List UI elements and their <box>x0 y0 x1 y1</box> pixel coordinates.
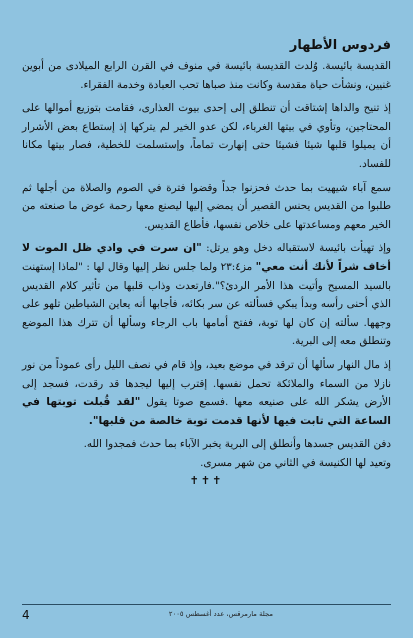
paragraph-4 <box>22 239 391 351</box>
paragraph-4-rest: مز٢٣:٤ ولما جلس نظر إليها وقال لها : "لماذا إستهنت بالسيد المسيح وأتيت هذا الأمر الردئ؟".فارتعدت وذاب قلبها من تأثير كلام القديس الذي أحنى رأسه وبدأ يبكي فسألته عن سر بكائه، فأجابها أنه يعاين الشياطين تلهو على وجهها. سألته إن كان لها توبة، ففتح أمامها باب الرجاء وسألها أن تترك هذا الموضع وتنطلق معه إلى البرية. <box>22 260 391 348</box>
paragraph-5 <box>22 356 391 430</box>
paragraph-3: سمع آباء شيهيت بما حدث فحزنوا جداً وقضوا فترة في الصوم والصلاة من أجلها ثم طلبوا من القديس يحنس القصير أن يمضي إليها ليصنع معها رحمة عوض ما صنعته من الخير معهم ومساعدتها على خلاص نفسها، فأطاع القديس. <box>22 181 391 231</box>
heavenly-voice-quote: "لقد قُبلت توبتها في الساعة التي تابت فيها لأنها قدمت توبة خالصة من قلبها". <box>22 395 391 427</box>
paragraph-7: وتعيد لها الكنيسة في الثاني من شهر مسرى. <box>200 456 391 469</box>
article-body <box>22 57 391 472</box>
footer-publication-note: مجلة مارمرقس، عدد أغسطس ٢٠٠٥ <box>168 610 273 618</box>
psalm-quote: "ان سرت في وادي ظل الموت لا أخاف شراً لأنك أنت معي" <box>22 241 391 273</box>
paragraph-2: إذ تنيح والداها إشتاقت أن تنطلق إلى إحدى بيوت العذارى، فقامت بتوزيع أموالها على المحتاجين، وتأوي في بيتها الغرباء، لكن عدو الخير لم يتركها إذ إستطاع بعض الأشرار أن يميلوا قلبها شيئا فشيئا حتى إنهارت تماماً، وإستسلمت للخطية، فصار بيتها مكانا للفساد. <box>22 102 391 170</box>
paragraph-1: القديسة بائيسة. وُلدت القديسة بائيسة في منوف في القرن الرابع الميلادى من أبوين غنيين، ونشأت حياة مقدسة وكانت منذ صباها تحب العبادة وخدمة الفقراء. <box>22 60 391 91</box>
paragraph-5-intro: إذ مال النهار سألها أن ترقد في موضع بعيد، وإذ قام في نصف الليل رأى عموداً من نور نازلا من السماء والملائكة تحمل نفسها. إقترب إليها ليجدها قد رقدت، فسجد إلى الأرض يشكر الله على صنيعه معها .فسمع صوتا يقول <box>22 358 391 409</box>
paragraph-4-intro: وإذ تهيأت بائيسة لاستقباله دخل وهو يرتل: <box>206 242 391 255</box>
cross-icons: ✝✝✝ <box>189 474 224 488</box>
page-title: فردوس الأطهار <box>289 38 391 53</box>
paragraph-6: دفن القديس جسدها وأنطلق إلى البرية يخبر الآباء بما حدث فمجدوا الله. <box>83 438 391 451</box>
footer-divider <box>22 604 391 605</box>
page-number: 4 <box>22 608 30 622</box>
